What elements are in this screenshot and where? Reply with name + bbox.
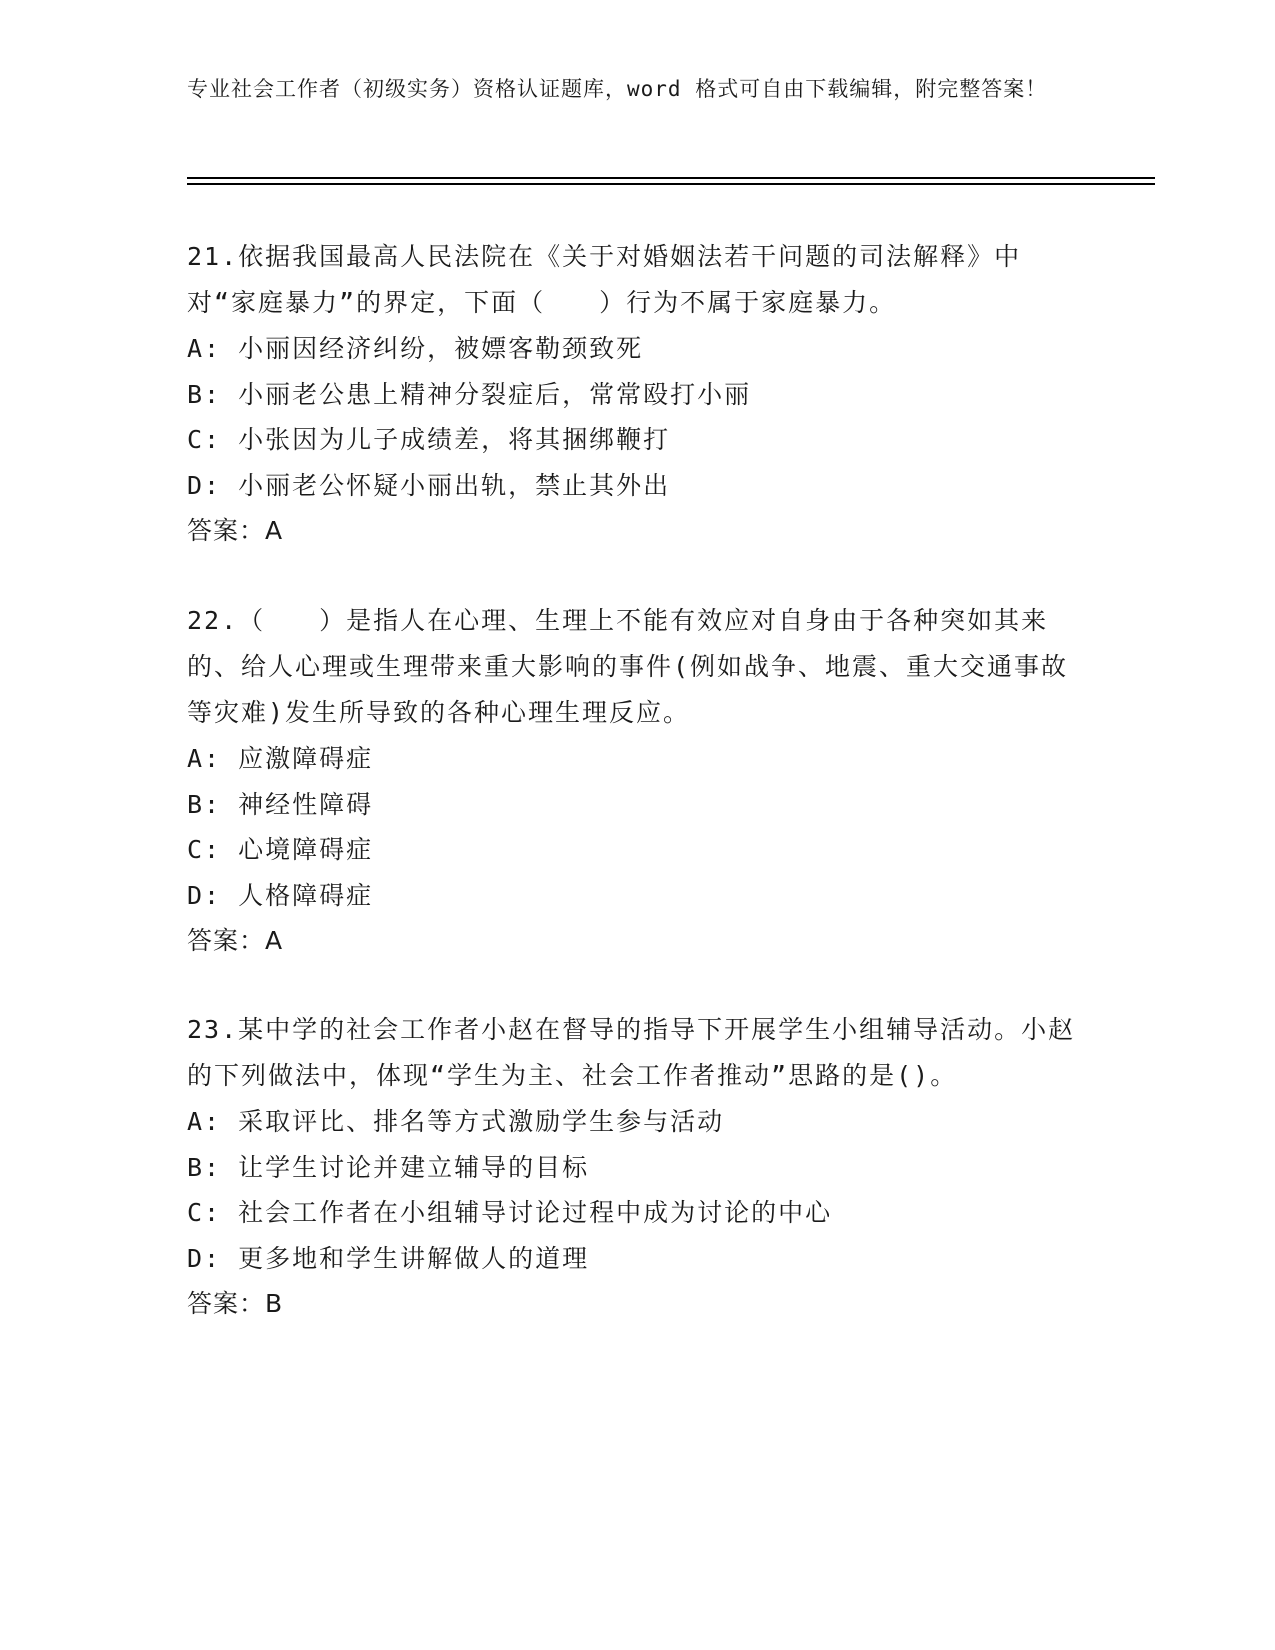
- answer-line: 答案：B: [187, 1289, 284, 1318]
- answer-line: 答案：A: [187, 516, 284, 545]
- option-d: D: 小丽老公怀疑小丽出轨，禁止其外出: [187, 470, 671, 500]
- question-stem: 21.依据我国最高人民法院在《关于对婚姻法若干问题的司法解释》中对“家庭暴力”的界定，下面（ ）行为不属于家庭暴力。: [187, 242, 1022, 317]
- option-a: A: 小丽因经济纠纷，被嫖客勒颈致死: [187, 334, 644, 363]
- option-a: A: 应激障碍症: [187, 744, 374, 773]
- question-23: [187, 1007, 1087, 1327]
- option-c: C: 小张因为儿子成绩差，将其捆绑鞭打: [187, 425, 671, 454]
- option-d: D: 人格障碍症: [187, 880, 374, 910]
- option-c: C: 心境障碍症: [187, 835, 374, 864]
- option-b: B: 小丽老公患上精神分裂症后，常常殴打小丽: [187, 379, 752, 409]
- header-rule-top: [187, 177, 1155, 179]
- option-d: D: 更多地和学生讲解做人的道理: [187, 1243, 590, 1273]
- answer-line: 答案：A: [187, 926, 284, 955]
- question-stem: 22.（ ）是指人在心理、生理上不能有效应对自身由于各种突如其来的、给人心理或生理带来重大影响的事件(例如战争、地震、重大交通事故等灾难)发生所导致的各种心理生理反应。: [187, 606, 1069, 727]
- document-header: 专业社会工作者（初级实务）资格认证题库，word 格式可自由下载编辑，附完整答案！: [187, 77, 1048, 101]
- option-b: B: 神经性障碍: [187, 789, 374, 819]
- option-c: C: 社会工作者在小组辅导讨论过程中成为讨论的中心: [187, 1198, 833, 1227]
- question-stem: 23.某中学的社会工作者小赵在督导的指导下开展学生小组辅导活动。小赵的下列做法中，体现“学生为主、社会工作者推动”思路的是()。: [187, 1015, 1076, 1090]
- header-rule-bottom: [187, 183, 1155, 185]
- option-b: B: 让学生讨论并建立辅导的目标: [187, 1152, 590, 1182]
- question-21: [187, 234, 1087, 554]
- option-a: A: 采取评比、排名等方式激励学生参与活动: [187, 1107, 725, 1136]
- question-22: [187, 598, 1087, 964]
